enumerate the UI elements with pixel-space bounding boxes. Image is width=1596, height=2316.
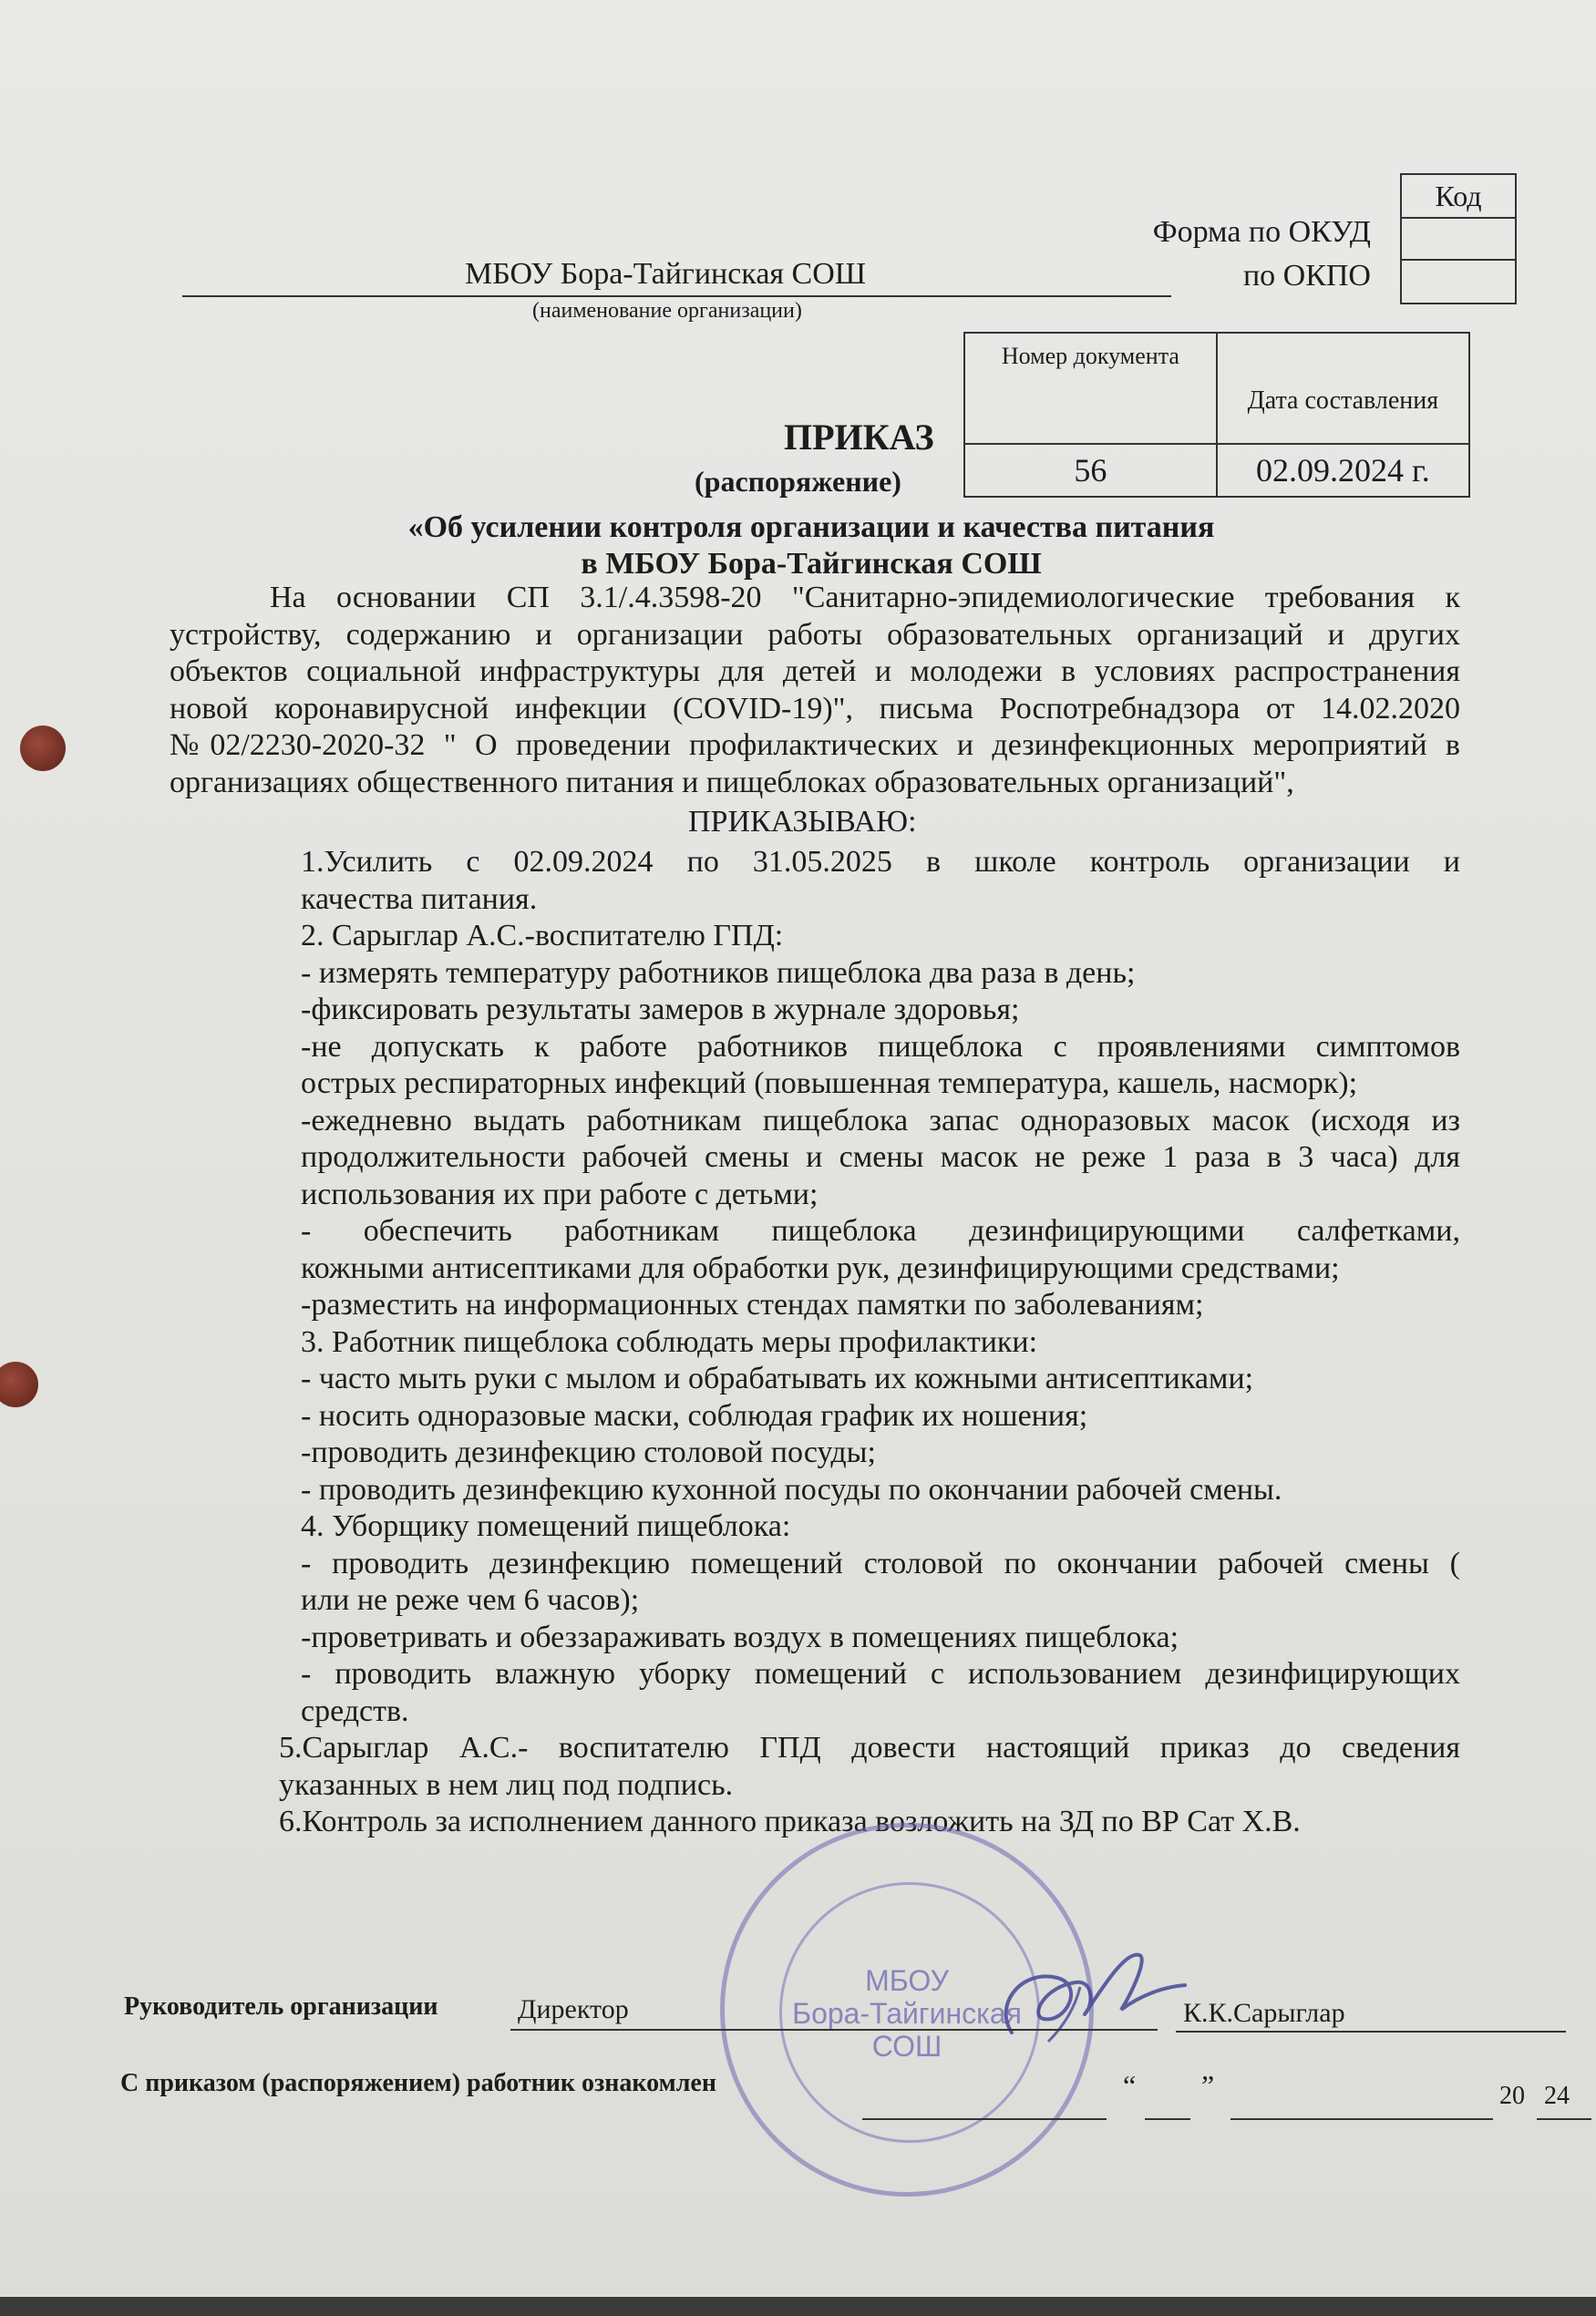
employee-signature-line — [862, 2074, 1107, 2120]
head-label: Руководитель организации — [124, 1992, 438, 2021]
order-item-line: продолжительности рабочей смены и смены масок не реже 1 раза в 3 часа) для — [301, 1140, 1460, 1174]
preamble-line: организациях общественного питания и пищеблоках образовательных организаций", — [170, 765, 1294, 799]
date-quote-close: ” — [1201, 2069, 1215, 2102]
stamp-text-line-1: МБОУ — [865, 1964, 949, 1997]
order-item-line: -фиксировать результаты замеров в журнале здоровья; — [301, 993, 1020, 1026]
order-item-line: - обеспечить работникам пищеблока дезинфицирующими салфетками, — [301, 1214, 1460, 1248]
okud-code-cell — [1401, 218, 1516, 260]
organization-name-line — [182, 253, 1171, 297]
document-number-table — [963, 332, 1470, 498]
order-item-line: -проветривать и обеззараживать воздух в помещениях пищеблока; — [301, 1620, 1179, 1654]
order-item-line: кожными антисептиками для обработки рук, дезинфицирующими средствами; — [301, 1251, 1340, 1285]
binder-hole-bottom — [0, 1362, 38, 1407]
page-bottom-edge — [0, 2297, 1596, 2316]
order-item-line: -ежедневно выдать работникам пищеблока запас одноразовых масок (исходя из — [301, 1103, 1460, 1137]
preamble-line: На основании СП 3.1/.4.3598-20 "Санитарно-эпидемиологические требования к — [270, 581, 1460, 614]
document-date: 02.09.2024 г. — [1217, 444, 1469, 497]
day-line — [1145, 2074, 1190, 2120]
okud-code-table — [1400, 173, 1517, 304]
order-item-line: - измерять температуру работников пищеблока два раза в день; — [301, 955, 1136, 990]
date-quote-open: “ — [1123, 2069, 1137, 2102]
director-name: К.К.Сарыглар — [1183, 1998, 1345, 2028]
order-item-line: острых респираторных инфекций (повышенная температура, кашель, насморк); — [301, 1066, 1358, 1100]
number-header: Номер документа — [964, 333, 1217, 444]
order-item-line: - проводить дезинфекцию кухонной посуды по окончании рабочей смены. — [301, 1472, 1282, 1507]
year-prefix: 20 — [1499, 2082, 1525, 2110]
order-item-line: использования их при работе с детьми; — [301, 1177, 819, 1211]
order-word: ПРИКАЗЫВАЮ: — [688, 805, 917, 839]
code-header: Код — [1401, 174, 1516, 218]
preamble-line: №02/2230-2020-32 " О проведении профилактических и дезинфекционных мероприятий в — [170, 728, 1460, 762]
order-item-line: - часто мыть руки с мылом и обрабатывать их кожными антисептиками; — [301, 1362, 1254, 1395]
order-subject-line-2: в МБОУ Бора-Тайгинская СОШ — [581, 547, 1042, 581]
acknowledgement-label: С приказом (распоряжением) работник ознакомлен — [120, 2069, 716, 2097]
order-item-line: или не реже чем 6 часов); — [301, 1583, 640, 1617]
order-item-line: 4. Уборщику помещений пищеблока: — [301, 1509, 791, 1543]
okpo-label: по ОКПО — [1242, 259, 1371, 293]
document-number: 56 — [964, 444, 1217, 497]
order-item-line: указанных в нем лиц под подпись. — [279, 1767, 734, 1802]
order-item-line: средств. — [301, 1693, 409, 1728]
preamble — [170, 580, 1460, 801]
order-item-line: - проводить дезинфекцию помещений столовой по окончании рабочей смены ( — [301, 1546, 1460, 1580]
month-line — [1230, 2074, 1493, 2120]
order-item-line: -не допускать к работе работников пищеблока с проявлениями симптомов — [301, 1029, 1460, 1064]
order-item-line: 6.Контроль за исполнением данного приказа возложить на ЗД по ВР Сат Х.В. — [279, 1805, 1301, 1838]
year-suffix: 24 — [1544, 2082, 1570, 2110]
stamp-text-line-2: Бора-Тайгинская — [792, 1997, 1022, 2030]
okpo-code-cell — [1401, 260, 1516, 304]
order-item-line: качества питания. — [301, 881, 538, 916]
preamble-line: объектов социальной инфраструктуры для детей и молодежи в условиях распространения — [170, 654, 1460, 688]
preamble-line: устройству, содержанию и организации работы образовательных организаций и других — [170, 617, 1460, 652]
director-position: Директор — [518, 1994, 629, 2024]
okud-label: Форма по ОКУД — [1152, 215, 1371, 249]
order-items — [279, 844, 1460, 1841]
order-item-line: 5.Сарыглар А.С.- воспитателю ГПД довести настоящий приказ до сведения — [279, 1731, 1460, 1765]
preamble-line: новой коронавирусной инфекции (COVID-19)", письма Роспотребнадзора от 14.02.2020 — [170, 691, 1460, 726]
document-title: ПРИКАЗ — [784, 417, 934, 458]
organization-name: МБОУ Бора-Тайгинская СОШ — [465, 257, 867, 291]
document-subtitle: (распоряжение) — [695, 465, 901, 498]
order-item-line: -проводить дезинфекцию столовой посуды; — [301, 1436, 876, 1469]
order-item-line: 1.Усилить с 02.09.2024 по 31.05.2025 в школе контроль организации и — [301, 845, 1460, 879]
order-item-line: -разместить на информационных стендах памятки по заболеваниям; — [301, 1288, 1204, 1322]
order-item-line: 3. Работник пищеблока соблюдать меры профилактики: — [301, 1324, 1038, 1359]
order-item-line: 2. Сарыглар А.С.-воспитателю ГПД: — [301, 919, 784, 952]
binder-hole-top — [20, 726, 66, 771]
order-subject-line-1: «Об усилении контроля организации и качества питания — [407, 510, 1215, 544]
order-item-line: - носить одноразовые маски, соблюдая график их ношения; — [301, 1398, 1088, 1433]
organization-caption: (наименование организации) — [532, 299, 802, 323]
order-item-line: - проводить влажную уборку помещений с использованием дезинфицирующих — [301, 1657, 1460, 1691]
date-header: Дата составления — [1217, 333, 1469, 444]
stamp-text-line-3: СОШ — [871, 2030, 942, 2063]
